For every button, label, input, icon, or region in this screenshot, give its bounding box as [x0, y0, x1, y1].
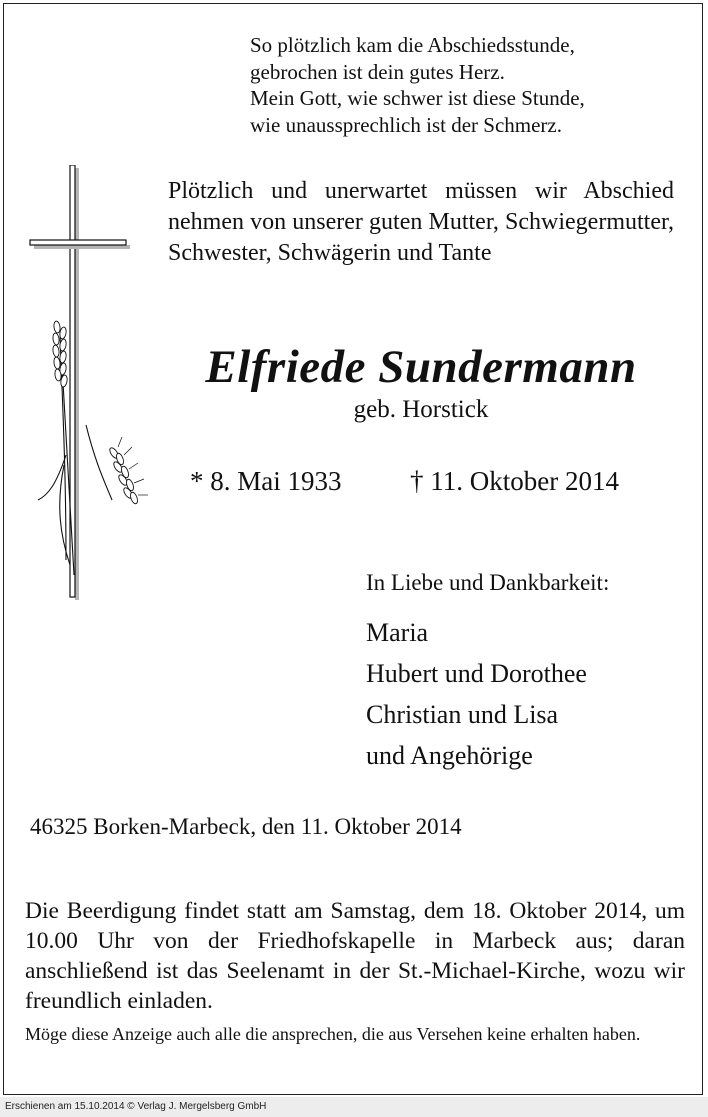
poem-line: gebrochen ist dein gutes Herz. [250, 59, 505, 84]
mourner-name: und Angehörige [366, 741, 533, 770]
publication-footer: Erschienen am 15.10.2014 © Verlag J. Mergelsberg GmbH [0, 1097, 708, 1117]
place-date: 46325 Borken-Marbeck, den 11. Oktober 2014 [30, 814, 462, 839]
mourners-heading: In Liebe und Dankbarkeit: [366, 570, 610, 595]
deceased-name: Elfriede Sundermann [205, 341, 637, 393]
poem-line: Mein Gott, wie schwer ist diese Stunde, [250, 86, 585, 110]
mourner-name: Hubert und Dorothee [366, 659, 587, 688]
mourners-list [366, 612, 587, 776]
birth-date: * 8. Mai 1933 [190, 466, 342, 496]
death-date: † 11. Oktober 2014 [410, 466, 619, 496]
poem-line: wie unaussprechlich ist der Schmerz. [250, 112, 562, 137]
note-text: Möge diese Anzeige auch alle die ansprechen, die aus Versehen keine erhalten haben. [25, 1024, 641, 1044]
intro-text: Plötzlich und unerwartet müssen wir Abschied nehmen von unserer guten Mutter, Schwiegermutter, Schwester, Schwägerin und Tante [168, 178, 674, 266]
poem [250, 32, 690, 138]
mourner-name: Maria [366, 618, 429, 647]
poem-line: So plötzlich kam die Abschiedsstunde, [250, 33, 575, 57]
mourner-name: Christian und Lisa [366, 700, 559, 729]
cross-with-wheat-icon [26, 165, 156, 605]
funeral-text: Die Beerdigung findet statt am Samstag, dem 18. Oktober 2014, um 10.00 Uhr von der Friedhofskapelle in Marbeck aus; daran anschließend ist das Seelenamt in der St.-Michael-Kirche, wozu wir freundlich einladen. [25, 898, 685, 1014]
maiden-name: geb. Horstick [353, 396, 489, 423]
